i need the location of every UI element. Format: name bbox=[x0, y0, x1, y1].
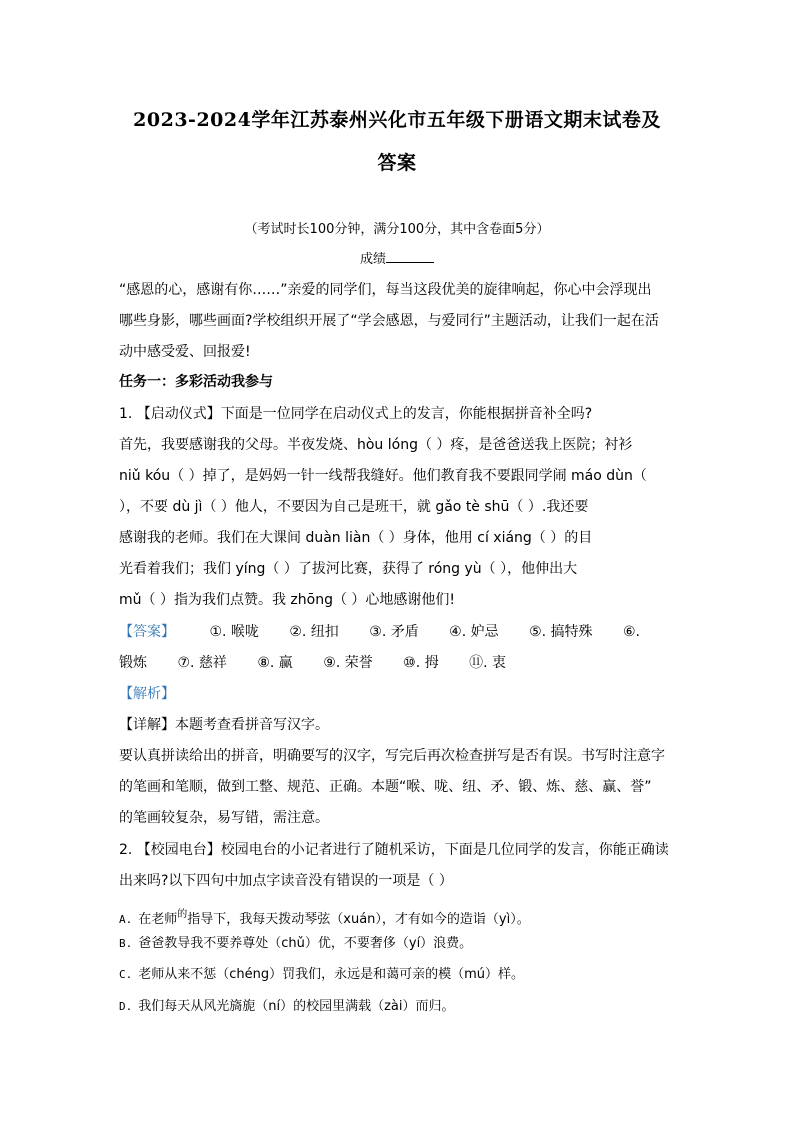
score-blank bbox=[386, 250, 434, 263]
question1-line: mǔ（ ）指为我们点赞。我 zhōng（ ）心地感谢他们! bbox=[119, 592, 456, 608]
question1-line: ），不要 dù jì（ ）他人，不要因为自己是班干，就 gǎo tè shū（ ）.我还要 bbox=[119, 499, 589, 515]
detail-line: 的笔画和笔顺，做到工整、规范、正确。本题“喉、咙、纽、矛、锻、炼、慈、赢、誉” bbox=[119, 779, 652, 795]
question1-line: 感谢我的老师。我们在大课间 duàn liàn（ ）身体，他用 cí xiáng（ ）的目 bbox=[119, 530, 593, 546]
option-c[interactable] bbox=[119, 965, 679, 985]
question2-prompt: 出来吗?以下四句中加点字读音没有错误的一项是（ ） bbox=[119, 873, 453, 889]
answer-item: ④. 妒忌 bbox=[449, 624, 499, 640]
question1-line: 首先，我要感谢我的父母。半夜发烧、hòu lóng（ ）疼，是爸爸送我上医院；衬衫 bbox=[119, 437, 633, 453]
answer-item: ⑨. 荣誉 bbox=[323, 655, 373, 671]
option-d[interactable] bbox=[119, 997, 679, 1017]
detail-line: 要认真拼读给出的拼音，明确要写的汉字，写完后再次检查拼写是否有误。书写时注意字 bbox=[119, 748, 665, 764]
answer-item: ⑤. 搞特殊 bbox=[529, 624, 593, 640]
analysis-label: 【解析】 bbox=[119, 686, 175, 702]
answer-item: ⑪. 衷 bbox=[469, 655, 506, 671]
question2-prompt: 2. 【校园电台】校园电台的小记者进行了随机采访，下面是几位同学的发言，你能正确读 bbox=[119, 842, 669, 858]
option-text: 爸爸教导我不要养尊处（chǔ）优，不要奢侈（yí）浪费。 bbox=[138, 936, 473, 951]
answer-label: 【答案】 bbox=[119, 624, 175, 640]
document-title-line1: 2023-2024学年江苏泰州兴化市五年级下册语文期末试卷及 bbox=[133, 109, 661, 131]
detail-line: 【详解】本题考查看拼音写汉字。 bbox=[119, 717, 329, 733]
option-letter: B. bbox=[119, 937, 133, 950]
exam-info: （考试时长100分钟，满分100分，其中含卷面5分） bbox=[244, 222, 550, 237]
answer-item: ⑧. 赢 bbox=[257, 655, 293, 671]
option-letter: A. bbox=[119, 913, 133, 926]
score-label: 成绩 bbox=[359, 252, 386, 267]
detail-line: 的笔画较复杂，易写错，需注意。 bbox=[119, 810, 329, 826]
intro-line: 哪些身影，哪些画面?学校组织开展了“学会感恩，与爱同行”主题活动，让我们一起在活 bbox=[119, 313, 659, 329]
answer-row-1 bbox=[119, 622, 679, 642]
option-letter: D. bbox=[119, 1000, 133, 1013]
option-b[interactable] bbox=[119, 934, 679, 954]
answer-item: ⑦. 慈祥 bbox=[177, 655, 227, 671]
score-field bbox=[100, 248, 694, 267]
answer-item: ⑥. bbox=[622, 624, 640, 640]
answer-item: ③. 矛盾 bbox=[369, 624, 419, 640]
option-text: 指导下，我每天拨动琴弦（xuán），才有如今的造诣（yì）。 bbox=[187, 912, 530, 927]
answer-item: ⑩. 拇 bbox=[403, 655, 439, 671]
question1-prompt: 1. 【启动仪式】下面是一位同学在启动仪式上的发言，你能根据拼音补全吗? bbox=[119, 406, 593, 422]
answer-row-2 bbox=[119, 653, 679, 673]
task1-heading: 任务一：多彩活动我参与 bbox=[119, 374, 273, 390]
answer-item: ①. 喉咙 bbox=[209, 624, 259, 640]
option-a[interactable] bbox=[119, 905, 679, 930]
option-letter: C. bbox=[119, 968, 133, 981]
intro-line: “感恩的心，感谢有你……”亲爱的同学们，每当这段优美的旋律响起，你心中会浮现出 bbox=[119, 282, 652, 298]
question1-line: niǔ kóu（ ）掉了，是妈妈一针一线帮我缝好。他们教育我不要跟同学闹 máo dùn（ bbox=[119, 468, 647, 484]
option-text: 在老师 bbox=[138, 912, 178, 927]
question1-line: 光看着我们；我们 yíng（ ）了拔河比赛，获得了 róng yù（ ），他伸出大 bbox=[119, 561, 578, 577]
option-text: 我们每天从风光旖旎（ní）的校园里满载（zài）而归。 bbox=[138, 999, 455, 1014]
option-text: 老师从来不惩（chéng）罚我们，永远是和蔼可亲的模（mú）样。 bbox=[138, 967, 525, 982]
answer-item: ②. 纽扣 bbox=[289, 624, 339, 640]
document-title-line2: 答案 bbox=[377, 152, 417, 174]
answer-item: 锻炼 bbox=[119, 655, 147, 671]
intro-line: 动中感受爱、回报爱! bbox=[119, 344, 251, 360]
option-superscript: 的 bbox=[177, 909, 188, 920]
